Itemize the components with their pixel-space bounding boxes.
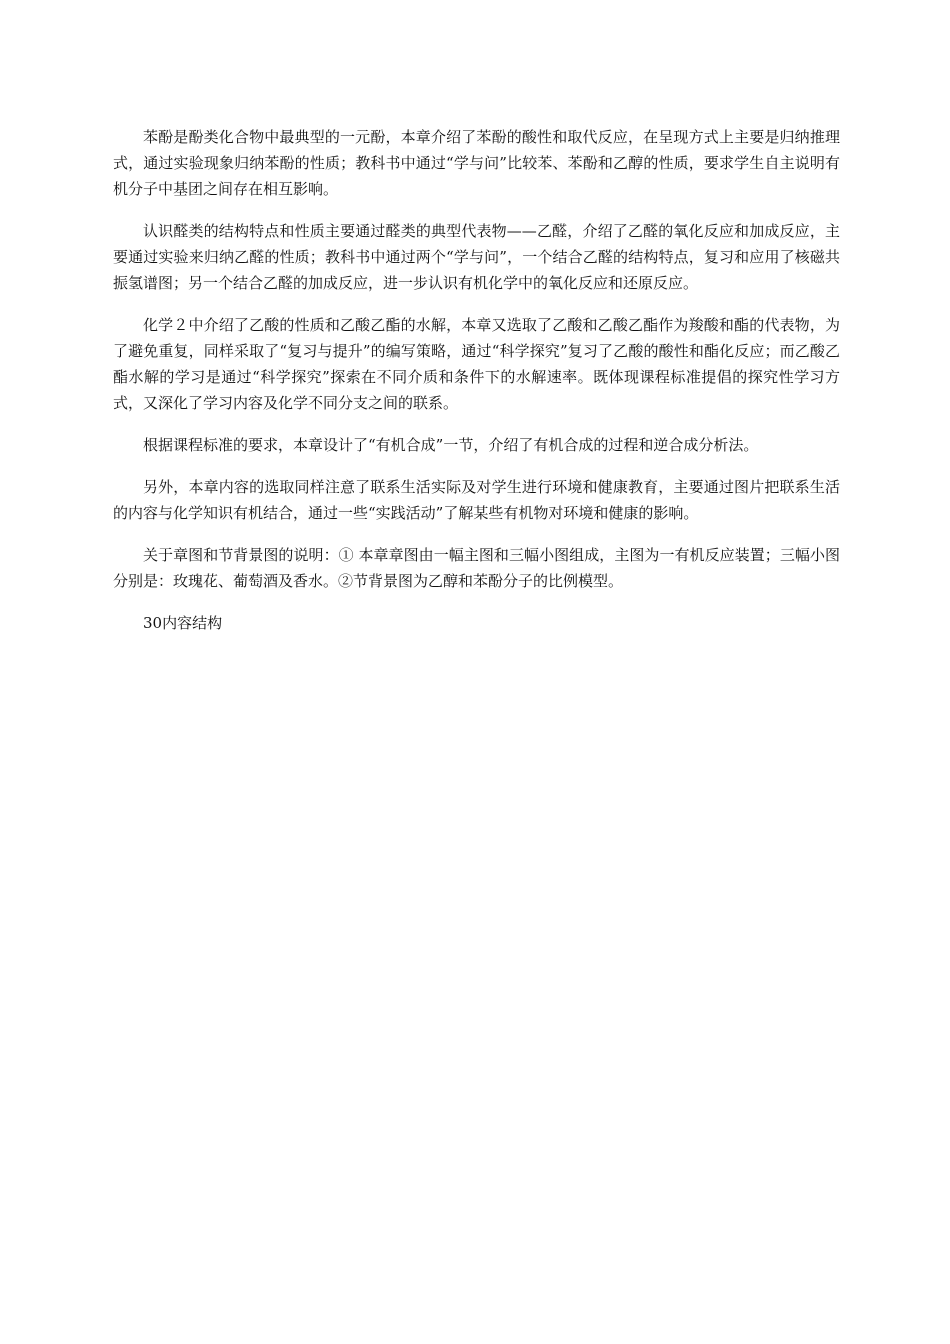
paragraph-acetic-acid: 化学２中介绍了乙酸的性质和乙酸乙酯的水解，本章又选取了乙酸和乙酸乙酯作为羧酸和酯的代表物，为了避免重复，同样采取了“复习与提升”的编写策略，通过“科学探究”复习了乙酸的酸性和酯化反应；而乙酸乙酯水解的学习是通过“科学探究”探索在不同介质和条件下的水解速率。既体现课程标准提倡的探究性学习方式，又深化了学习内容及化学不同分支之间的联系。	[113, 316, 840, 412]
paragraph-environment-health: 另外，本章内容的选取同样注意了联系生活实际及对学生进行环境和健康教育，主要通过图片把联系生活的内容与化学知识有机结合，通过一些“实践活动”了解某些有机物对环境和健康的影响。	[113, 478, 840, 522]
paragraph-phenol: 苯酚是酚类化合物中最典型的一元酚，本章介绍了苯酚的酸性和取代反应，在呈现方式上主要是归纳推理式，通过实验现象归纳苯酚的性质；教科书中通过“学与问”比较苯、苯酚和乙醇的性质，要求学生自主说明有机分子中基团之间存在相互影响。	[113, 128, 840, 198]
paragraph-chapter-figures: 关于章图和节背景图的说明：① 本章章图由一幅主图和三幅小图组成，主图为一有机反应装置；三幅小图分别是：玫瑰花、葡萄酒及香水。②节背景图为乙醇和苯酚分子的比例模型。	[113, 546, 840, 590]
document-body	[113, 124, 840, 652]
paragraph-organic-synthesis: 根据课程标准的要求，本章设计了“有机合成”一节，介绍了有机合成的过程和逆合成分析法。	[143, 436, 759, 454]
paragraph-content-structure: 30内容结构	[143, 614, 223, 632]
paragraph-aldehyde: 认识醛类的结构特点和性质主要通过醛类的典型代表物——乙醛，介绍了乙醛的氧化反应和加成反应，主要通过实验来归纳乙醛的性质；教科书中通过两个“学与问”，一个结合乙醛的结构特点，复习和应用了核磁共振氢谱图；另一个结合乙醛的加成反应，进一步认识有机化学中的氧化反应和还原反应。	[113, 222, 840, 292]
